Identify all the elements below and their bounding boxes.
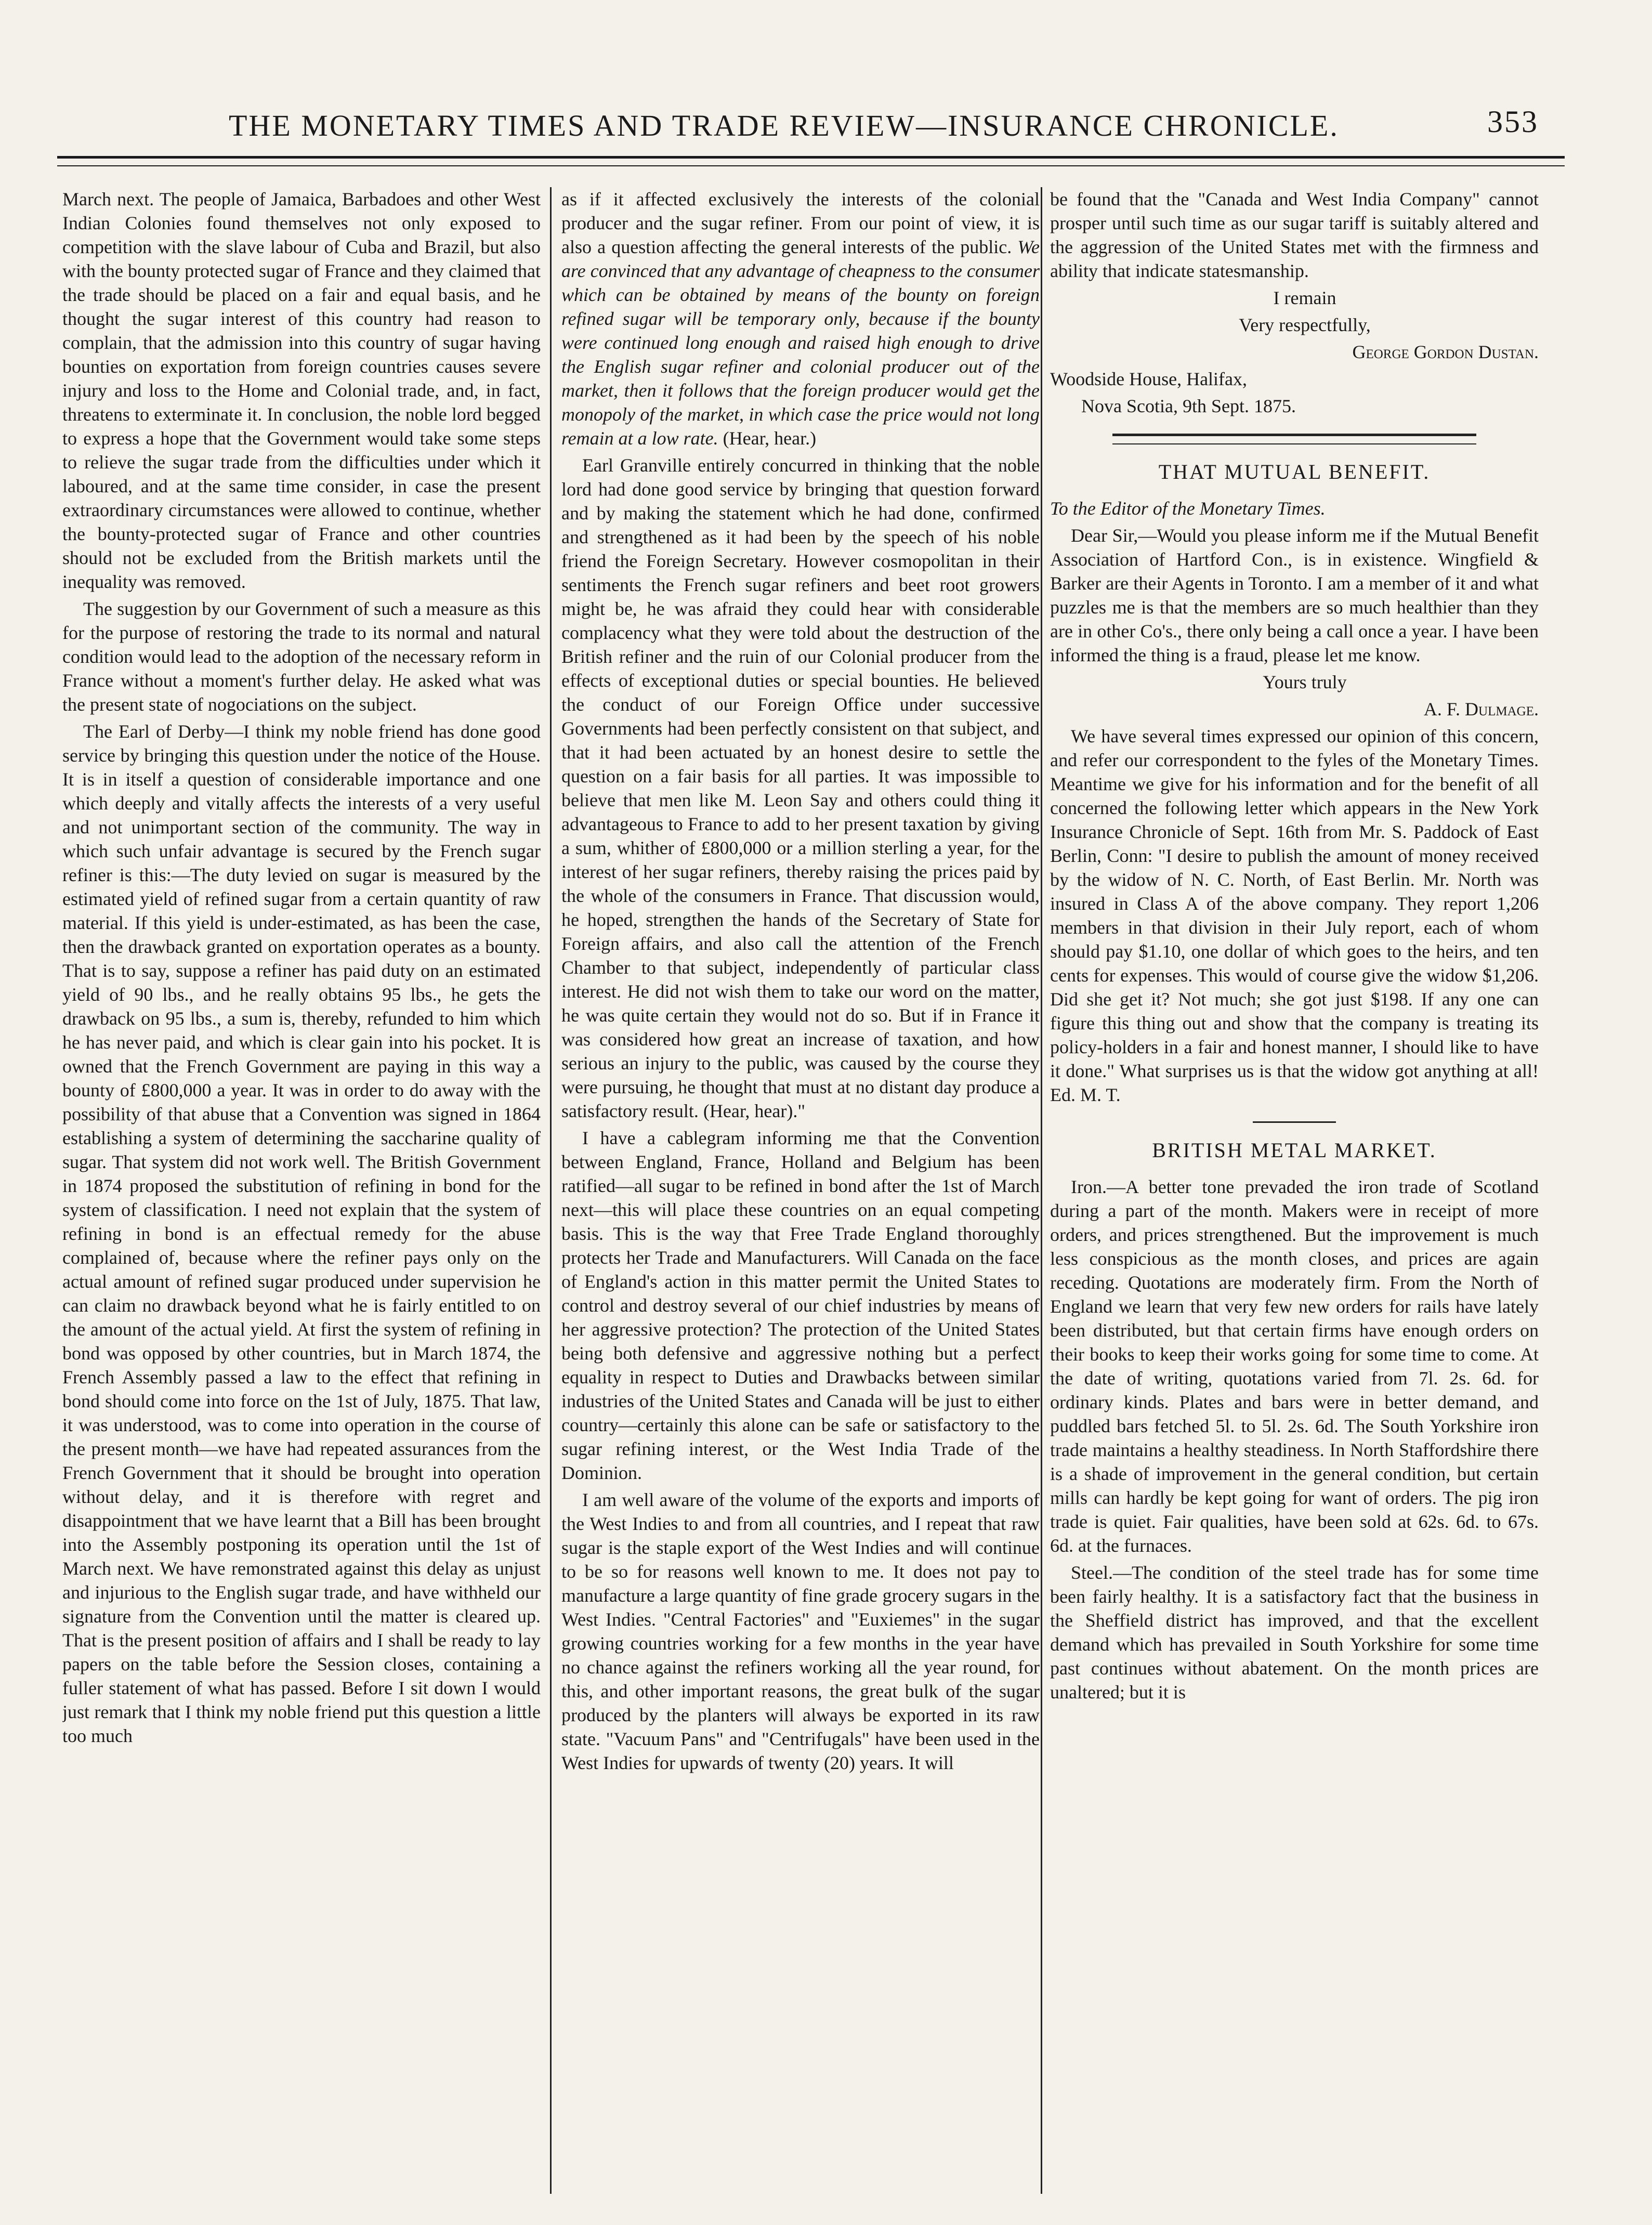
article-paragraph: We have several times expressed our opinion of this concern, and refer our correspondent to the fyles of the Monetary Times. Meantime we give for his information and for the benefit of all concerned the following letter which appears in the New York Insurance Chronicle of Sept. 16th from Mr. S. Paddock of East Berlin, Conn: "I desire to publish the amount of money received by the widow of N. C. North, of East Berlin. Mr. North was insured in Class A of the above company. They report 1,206 members in that division in their July report, each of whom should pay $1.10, one dollar of which goes to the heirs, and ten cents for expenses. This would of course give the widow $1,206. Did she get it? Not much; she got just $198. If any one can figure this thing out and show that the company is treating its policy-holders in a fair and honest manner, I should like to have it done." What surprises us is that the widow got anything at all! Ed. M. T. bbox=[1050, 726, 1539, 1105]
letter-closing: I remain bbox=[1273, 287, 1336, 308]
article-paragraph: The Earl of Derby—I think my noble friend has done good service by bringing this question under the notice of the House. It is in itself a question of considerable importance and one which deeply and vitally affects the interests of a very useful and not unimportant section of the community. The way in which such unfair advantage is secured by the French sugar refiner is this:—The duty levied on sugar is measured by the estimated yield of refined sugar from a certain quantity of raw material. If this yield is under-estimated, as has been the case, then the drawback granted on exportation operates as a bounty. That is to say, suppose a refiner has paid duty on an estimated yield of 90 lbs., and he really obtains 95 lbs., he gets the drawback on 95 lbs., a sum is, thereby, refunded to him which he has never paid, and which is clear gain into his pocket. It is owned that the French Government are paying in this way a bounty of £800,000 a year. It was in order to do away with the possibility of that abuse that a Convention was signed in 1864 establishing a system of determining the saccharine quality of sugar. That system did not work well. The British Government in 1874 proposed the substitution of refining in bond for the system of classification. I need not explain that the system of refining in bond is an effectual remedy for the abuse complained of, because where the refiner pays only on the actual amount of refined sugar produced under supervision he can claim no drawback beyond what he is fairly entitled to on the amount of the actual yield. At first the system of refining in bond was opposed by other countries, but in March 1874, the French Assembly passed a law to the effect that refining in bond should come into force on the 1st of July, 1875. That law, it was understood, was to come into operation in the course of the present month—we have had repeated assurances from the French Government that it should be brought into operation without delay, and it is therefore with regret and disappointment that we have learnt that a Bill has been brought into the Assembly postponing its operation until the 1st of March next. We have remonstrated against this delay as unjust and injurious to the English sugar trade, and have withheld our signature from the Convention until the matter is cleared up. That is the present position of affairs and I shall be ready to lay papers on the table before the Session closes, containing a fuller statement of what has passed. Before I sit down I would just remark that I think my noble friend put this question a little too much bbox=[62, 721, 541, 1746]
page-header bbox=[208, 87, 1539, 150]
section-title: BRITISH METAL MARKET. bbox=[1152, 1138, 1437, 1162]
column-1 bbox=[62, 187, 541, 2194]
article-paragraph: Iron.—A better tone prevaded the iron trade of Scotland during a part of the month. Makers were in receipt of more orders, and prices strengthened. But the improvement is much less conspicious as the month closes, and prices are again receding. Quotations are moderately firm. From the North of England we learn that very few new orders for rails have lately been distributed, but that certain firms have enough orders on their books to keep their works going for some time to come. At the date of writing, quotations varied from 7l. 2s. 6d. for ordinary kinds. Plates and bars were in better demand, and puddled bars fetched 5l. to 5l. 2s. 6d. The South Yorkshire iron trade maintains a healthy steadiness. In North Staffordshire there is a shade of improvement in the general condition, but certain mills can hardly be kept going for want of orders. The pig iron trade is quiet. Fair qualities, have been sold at 62s. 6d. to 67s. 6d. at the furnaces. bbox=[1050, 1176, 1539, 1556]
page-number: 353 bbox=[1487, 104, 1539, 139]
article-paragraph: Earl Granville entirely concurred in thinking that the noble lord had done good service by bringing that question forward and by making the statement which he had done, confirmed and strengthened as it had been by the speech of his noble friend the Foreign Secretary. However cosmopolitan in their sentiments the French sugar refiners and beet root growers might be, he was afraid they could hear with considerable complacency what they were told about the destruction of the British refiner and the ruin of our Colonial producer from the effects of exceptional duties or special bounties. He believed the conduct of our Foreign Office under successive Governments had been perfectly consistent on that subject, and that it had been actuated by an honest desire to settle the question on a fair basis for all parties. It was impossible to believe that men like M. Leon Say and others could thing it advantageous to France to add to her present taxation by giving a sum, whither of £800,000 or a million sterling a year, for the interest of her sugar refiners, thereby raising the prices paid by the whole of the consumers in France. That discussion would, he hoped, strengthen the hands of the Secretary of State for Foreign affairs, and also call the attention of the French Chamber to that subject, independently of particular class interest. He did not wish them to take our word on the matter, he was quite certain they would not do so. But if in France it was considered how great an increase of taxation, and how serious an injury to the public, was caused by the course they were pursuing, he thought that must at no distant day produce a satisfactory result. (Hear, hear)." bbox=[561, 455, 1040, 1121]
paragraph-emphasis: We are convinced that any advantage of cheapness to the consumer which can be obtained by means of the bounty on foreign refined sugar will be temporary only, because if the bounty were continued long enough and raised high enough to drive the English sugar refiner and colonial producer out of the market, then it follows that the foreign producer would get the monopoly of the market, in which case the price would not long remain at a low rate. bbox=[561, 237, 1040, 449]
article-paragraph: Steel.—The condition of the steel trade has for some time been fairly healthy. It is a satisfactory fact that the business in the Sheffield district has improved, and that the excellent demand which has prevailed in South Yorkshire for some time past continues without abatement. On the month prices are unaltered; but it is bbox=[1050, 1562, 1539, 1703]
column-divider bbox=[550, 187, 552, 2194]
section-title: THAT MUTUAL BENEFIT. bbox=[1158, 460, 1431, 483]
article-paragraph: March next. The people of Jamaica, Barbadoes and other West Indian Colonies found themselves not only exposed to competition with the slave labour of Cuba and Brazil, but also with the bounty protected sugar of France and they claimed that the trade should be placed on a fair and equal basis, and he thought the sugar interest of this country had reason to complain, that the admission into this country of sugar having bounties on exportation from foreign countries causes severe injury and loss to the Home and Colonial trade, and, in fact, threatens to exterminate it. In conclusion, the noble lord begged to express a hope that the Government would take some steps to relieve the sugar trade from the difficulties under which it laboured, and at the same time consider, in case the present extraordinary circumstances were allowed to continue, whether the bounty-protected sugar of France and other countries should not be excluded from the British markets until the inequality was removed. bbox=[62, 189, 541, 592]
letter-closing: Yours truly bbox=[1263, 672, 1347, 692]
section-divider bbox=[1253, 1121, 1336, 1123]
letter-signature: A. F. Dulmage. bbox=[1423, 699, 1539, 719]
column-3 bbox=[1050, 187, 1539, 2194]
article-paragraph: Dear Sir,—Would you please inform me if the Mutual Benefit Association of Hartford Con., is in existence. Wingfield & Barker are their Agents in Toronto. I am a member of it and what puzzles me is that the members are so much healthier than they are in other Co's., there only being a call once a year. I have been informed the thing is a fraud, please let me know. bbox=[1050, 525, 1539, 665]
paragraph-tail: (Hear, hear.) bbox=[723, 428, 817, 449]
letter-address: Woodside House, Halifax, bbox=[1050, 369, 1248, 389]
masthead-title: THE MONETARY TIMES AND TRADE REVIEW—INSURANCE CHRONICLE. bbox=[229, 109, 1339, 142]
letter-ending: be found that the "Canada and West India Company" cannot prosper until such time as our sugar tariff is suitably altered and the aggression of the United States met with the firmness and ability that indicate statesmanship. bbox=[1050, 189, 1539, 281]
letter-address: Nova Scotia, 9th Sept. 1875. bbox=[1081, 396, 1296, 416]
column-2 bbox=[561, 187, 1040, 2194]
header-rule-thin bbox=[57, 165, 1565, 166]
article-paragraph: I have a cablegram informing me that the Convention between England, France, Holland and Belgium has been ratified—all sugar to be refined in bond after the 1st of March next—this will place these countries on an equal competing basis. This is the way that Free Trade England thoroughly protects her Trade and Manufacturers. Will Canada on the face of England's action in this matter permit the United States to control and destroy several of our chief industries by means of her aggressive protection? The protection of the United States being both defensive and aggressive nothing but a perfect equality in respect to Duties and Drawbacks between similar industries of the United States and Canada will be just to either country—certainly this alone can be safe or satisfactory to the sugar refining interest, or the West India Trade of the Dominion. bbox=[561, 1128, 1040, 1483]
header-rule-thick bbox=[57, 156, 1565, 159]
column-divider bbox=[1041, 187, 1042, 2194]
paragraph-lead: as if it affected exclusively the interests of the colonial producer and the sugar refiner. From our point of view, it is also a question affecting the general interests of the public. bbox=[561, 189, 1040, 257]
letter-closing: Very respectfully, bbox=[1239, 315, 1371, 335]
letter-signature: George Gordon Dustan. bbox=[1352, 342, 1539, 362]
article-paragraph bbox=[561, 187, 1040, 450]
article-paragraph: The suggestion by our Government of such a measure as this for the purpose of restoring the trade to its normal and natural condition would lead to the adoption of the necessary reform in France without a moment's further delay. He asked what was the present state of nogociations on the subject. bbox=[62, 598, 541, 715]
section-divider bbox=[1112, 434, 1476, 444]
article-paragraph: I am well aware of the volume of the exports and imports of the West Indies to and from all countries, and I repeat that raw sugar is the staple export of the West Indies and will continue to be so for reasons well known to me. It does not pay to manufacture a large quantity of fine grade grocery sugars in the West Indies. "Central Factories" and "Euxiemes" in the sugar growing countries working for a few months in the year have no chance against the refiners working all the year round, for this, and other important reasons, the great bulk of the sugar produced by the planters will always be exported in its raw state. "Vacuum Pans" and "Centrifugals" have been used in the West Indies for upwards of twenty (20) years. It will bbox=[561, 1489, 1040, 1773]
letter-salutation: To the Editor of the Monetary Times. bbox=[1050, 498, 1326, 519]
